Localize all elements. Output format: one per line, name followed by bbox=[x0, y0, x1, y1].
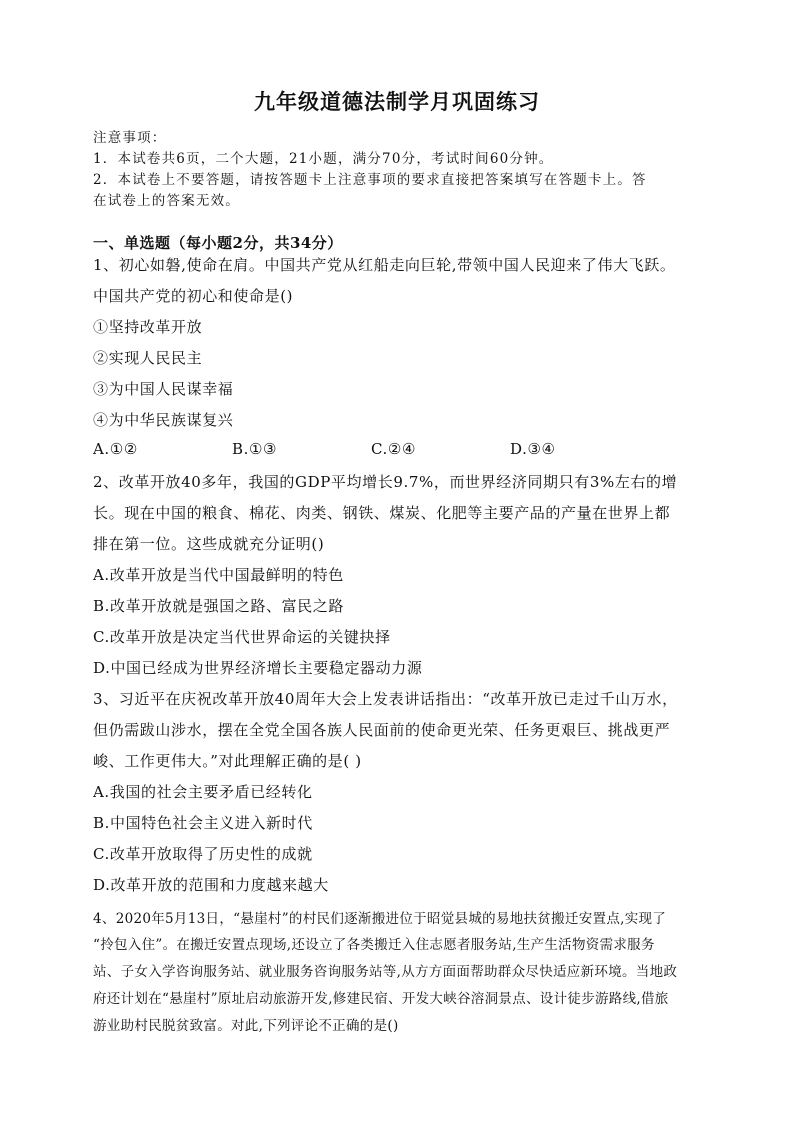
notice-item-2-cont: 在试卷上的答案无效。 bbox=[93, 193, 240, 209]
q1-option-a[interactable]: A.①② bbox=[93, 440, 138, 458]
section-heading: 一、单选题（每小题2分，共34分） bbox=[93, 234, 343, 252]
q2-stem-cont: 长。现在中国的粮食、棉花、肉类、钢铁、煤炭、化肥等主要产品的产量在世界上都 bbox=[93, 504, 671, 522]
q1-item: ④为中华民族谋复兴 bbox=[93, 411, 234, 429]
q3-stem-cont: 峻、工作更伟大。”对此理解正确的是( ) bbox=[93, 752, 362, 770]
q4-stem-cont: 府还计划在“悬崖村”原址启动旅游开发,修建民宿、开发大峡谷溶洞景点、设计徒步游路线,借旅 bbox=[93, 991, 669, 1007]
q2-option-b[interactable]: B.改革开放就是强国之路、富民之路 bbox=[93, 597, 344, 615]
q1-option-d[interactable]: D.③④ bbox=[510, 440, 556, 458]
q3-option-b[interactable]: B.中国特色社会主义进入新时代 bbox=[93, 814, 313, 832]
q1-stem: 1、初心如磐,使命在肩。中国共产党从红船走向巨轮,带领中国人民迎来了伟大飞跃。 bbox=[93, 256, 676, 274]
q2-option-c[interactable]: C.改革开放是决定当代世界命运的关键抉择 bbox=[93, 628, 391, 646]
q1-option-c[interactable]: C.②④ bbox=[371, 440, 417, 458]
q1-item: ①坚持改革开放 bbox=[93, 318, 203, 336]
q4-stem-cont: “拎包入住”。在搬迁安置点现场,还设立了各类搬迁入住志愿者服务站,生产生活物资需求服务 bbox=[93, 937, 655, 953]
notice-heading: 注意事项： bbox=[93, 130, 167, 146]
q2-option-a[interactable]: A.改革开放是当代中国最鲜明的特色 bbox=[93, 566, 344, 584]
q3-stem: 3、习近平在庆祝改革开放40周年大会上发表讲话指出：“改革开放已走过千山万水， bbox=[93, 690, 678, 708]
q3-option-a[interactable]: A.我国的社会主要矛盾已经转化 bbox=[93, 783, 313, 801]
q3-option-c[interactable]: C.改革开放取得了历史性的成就 bbox=[93, 845, 313, 863]
q2-stem-cont: 排在第一位。这些成就充分证明() bbox=[93, 535, 325, 553]
notice-item-1: 1．本试卷共6页，二个大题，21小题，满分70分，考试时间60分钟。 bbox=[93, 151, 554, 167]
q3-option-d[interactable]: D.改革开放的范围和力度越来越大 bbox=[93, 876, 329, 894]
q1-options bbox=[93, 440, 703, 458]
q3-stem-cont: 但仍需跋山涉水，摆在全党全国各族人民面前的使命更光荣、任务更艰巨、挑战更严 bbox=[93, 721, 671, 739]
page-title: 九年级道德法制学月巩固练习 bbox=[254, 89, 540, 114]
q4-stem-cont: 游业助村民脱贫致富。对此,下列评论不正确的是() bbox=[93, 1018, 399, 1034]
notice-item-2: 2．本试卷上不要答题，请按答题卡上注意事项的要求直接把答案填写在答题卡上。答 bbox=[93, 172, 647, 188]
q1-item: ②实现人民民主 bbox=[93, 349, 203, 367]
q2-stem: 2、改革开放40多年，我国的GDP平均增长9.7%，而世界经济同期只有3%左右的增 bbox=[93, 473, 678, 491]
q4-stem: 4、2020年5月13日，“悬崖村”的村民们逐渐搬进位于昭觉县城的易地扶贫搬迁安置点,实现了 bbox=[93, 911, 667, 927]
q4-stem-cont: 站、子女入学咨询服务站、就业服务咨询服务站等,从方方面面帮助群众尽快适应新环境。当地政 bbox=[93, 964, 678, 980]
q1-stem-cont: 中国共产党的初心和使命是() bbox=[93, 287, 294, 305]
q2-option-d[interactable]: D.中国已经成为世界经济增长主要稳定器动力源 bbox=[93, 659, 423, 677]
q1-item: ③为中国人民谋幸福 bbox=[93, 380, 234, 398]
q1-option-b[interactable]: B.①③ bbox=[232, 440, 278, 458]
